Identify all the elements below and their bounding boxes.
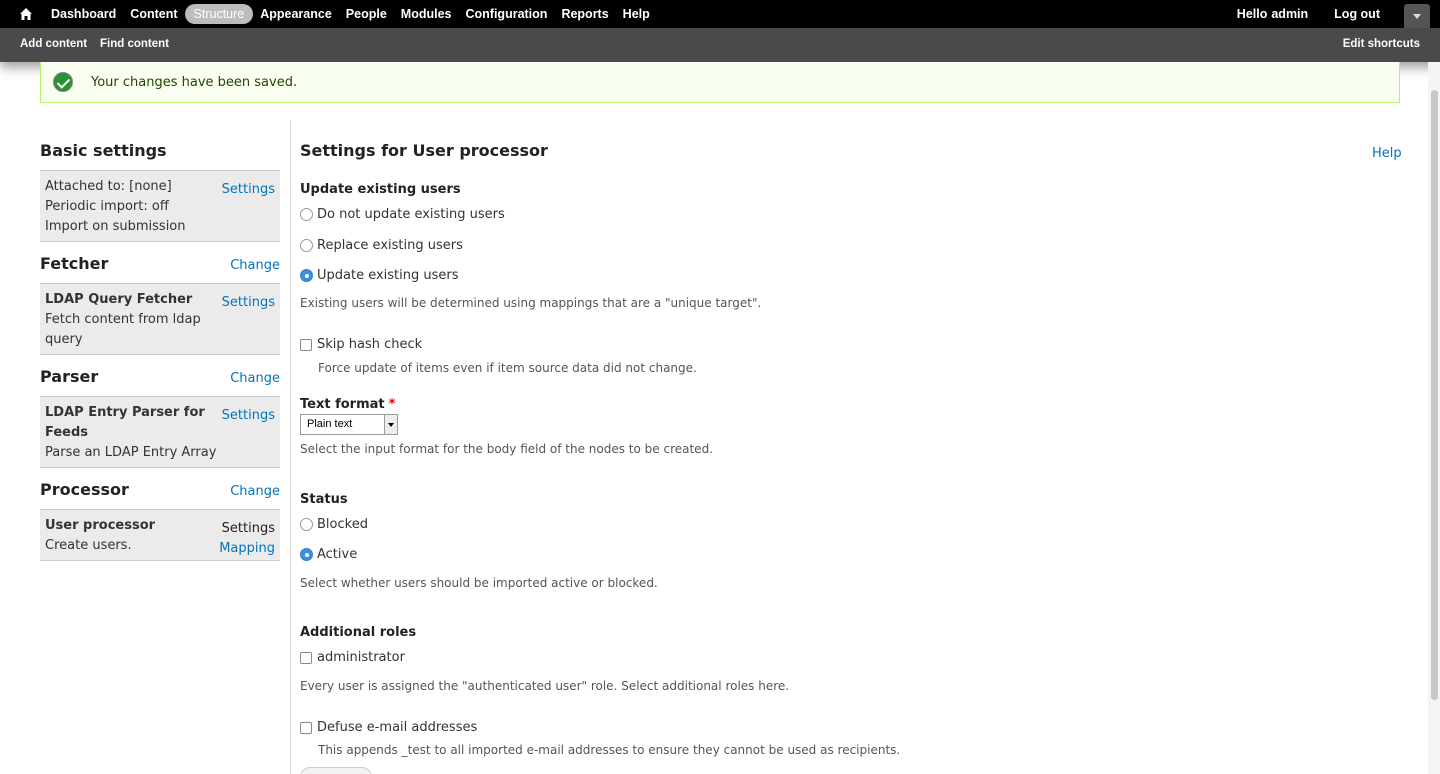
home-icon[interactable]	[18, 6, 34, 22]
fetcher-title: Fetcher	[40, 254, 109, 273]
menu-dashboard[interactable]: Dashboard	[51, 7, 117, 21]
processor-box	[40, 509, 280, 561]
parser-title: Parser	[40, 367, 99, 386]
scrollbar[interactable]	[1428, 62, 1440, 774]
add-content-link[interactable]: Add content	[20, 38, 88, 50]
basic-settings-title: Basic settings	[40, 141, 167, 160]
fetcher-desc: Fetch content from ldap query	[45, 312, 201, 347]
checkbox-label: administrator	[317, 650, 405, 665]
radio-button-selected[interactable]	[300, 269, 313, 282]
processor-settings-link[interactable]: Settings	[221, 521, 275, 536]
radio-update-existing[interactable]	[300, 268, 459, 283]
status-description: Select whether users should be imported active or blocked.	[300, 576, 658, 590]
menu-configuration[interactable]: Configuration	[465, 7, 548, 21]
menu-reports[interactable]: Reports	[561, 7, 609, 21]
parser-name: LDAP Entry Parser for Feeds	[45, 405, 205, 440]
scrollbar-thumb[interactable]	[1431, 90, 1438, 700]
parser-settings-link[interactable]: Settings	[221, 408, 275, 423]
checkbox-label: Defuse e-mail addresses	[317, 720, 478, 735]
fetcher-name: LDAP Query Fetcher	[45, 292, 193, 307]
update-existing-label: Update existing users	[300, 182, 461, 197]
menu-people[interactable]: People	[345, 7, 387, 21]
processor-desc: Create users.	[45, 538, 132, 553]
column-divider	[290, 120, 291, 774]
checkmark-icon	[53, 72, 73, 92]
radio-blocked[interactable]	[300, 517, 368, 532]
text-format-select[interactable]	[300, 414, 398, 435]
radio-button[interactable]	[300, 518, 313, 531]
checkbox[interactable]	[300, 652, 312, 664]
page-title: Settings for User processor	[300, 141, 548, 160]
processor-name: User processor	[45, 518, 156, 533]
menu-help[interactable]: Help	[622, 7, 650, 21]
radio-do-not-update[interactable]	[300, 207, 505, 222]
menu-appearance[interactable]: Appearance	[260, 7, 332, 21]
parser-box	[40, 396, 280, 468]
update-existing-description: Existing users will be determined using mappings that are a "unique target".	[300, 296, 762, 310]
import-on-submission-text: Import on submission	[45, 219, 186, 234]
processor-change-link[interactable]: Change	[230, 484, 280, 499]
radio-button-selected[interactable]	[300, 548, 313, 561]
radio-replace-existing[interactable]	[300, 238, 463, 253]
processor-title: Processor	[40, 480, 129, 499]
radio-label: Active	[317, 547, 358, 562]
status-message-text: Your changes have been saved.	[91, 75, 298, 90]
edit-shortcuts-link[interactable]: Edit shortcuts	[1342, 38, 1420, 50]
parser-change-link[interactable]: Change	[230, 371, 280, 386]
help-link[interactable]: Help	[1372, 146, 1402, 161]
save-button[interactable]	[300, 767, 372, 774]
defuse-email-description: This appends _test to all imported e-mail addresses to ensure they cannot be used as recipients.	[318, 743, 901, 757]
parser-desc: Parse an LDAP Entry Array	[45, 445, 217, 460]
menu-modules[interactable]: Modules	[400, 7, 452, 21]
checkbox-label: Skip hash check	[317, 337, 423, 352]
text-format-description: Select the input format for the body field of the nodes to be created.	[300, 442, 713, 456]
menu-structure[interactable]: Structure	[185, 4, 254, 24]
fetcher-settings-link[interactable]: Settings	[221, 295, 275, 310]
processor-settings-form	[300, 0, 1400, 774]
text-format-label-text: Text format	[300, 397, 385, 412]
radio-label: Update existing users	[317, 268, 459, 283]
logout-link[interactable]: Log out	[1334, 7, 1380, 21]
additional-roles-description: Every user is assigned the "authenticated user" role. Select additional roles here.	[300, 679, 790, 693]
username-link[interactable]: admin	[1271, 7, 1309, 21]
radio-active[interactable]	[300, 547, 357, 562]
radio-button[interactable]	[300, 239, 313, 252]
radio-label: Blocked	[317, 517, 368, 532]
greeting: Hello	[1236, 7, 1268, 21]
dropdown-arrow-icon[interactable]	[384, 415, 397, 434]
checkbox[interactable]	[300, 339, 312, 351]
processor-mapping-link[interactable]: Mapping	[219, 541, 275, 556]
required-marker: *	[388, 397, 396, 412]
status-label: Status	[300, 492, 348, 507]
radio-label: Do not update existing users	[317, 207, 505, 222]
basic-settings-link[interactable]: Settings	[221, 182, 275, 197]
skip-hash-checkbox[interactable]	[300, 337, 422, 352]
text-format-value: Plain text	[307, 418, 353, 430]
radio-button[interactable]	[300, 208, 313, 221]
periodic-import-text: Periodic import: off	[45, 199, 169, 214]
fetcher-box	[40, 283, 280, 355]
checkbox[interactable]	[300, 722, 312, 734]
basic-settings-box	[40, 170, 280, 242]
administrator-checkbox[interactable]	[300, 650, 405, 665]
menu-content[interactable]: Content	[130, 7, 178, 21]
defuse-email-checkbox[interactable]	[300, 720, 477, 735]
skip-hash-description: Force update of items even if item source data did not change.	[318, 361, 697, 375]
find-content-link[interactable]: Find content	[100, 38, 169, 50]
shortcut-drawer-toggle-icon[interactable]	[1404, 4, 1430, 28]
text-format-label	[300, 397, 395, 412]
fetcher-change-link[interactable]: Change	[230, 258, 280, 273]
additional-roles-label: Additional roles	[300, 625, 417, 640]
radio-label: Replace existing users	[317, 238, 463, 253]
attached-to-text: Attached to: [none]	[45, 179, 172, 194]
